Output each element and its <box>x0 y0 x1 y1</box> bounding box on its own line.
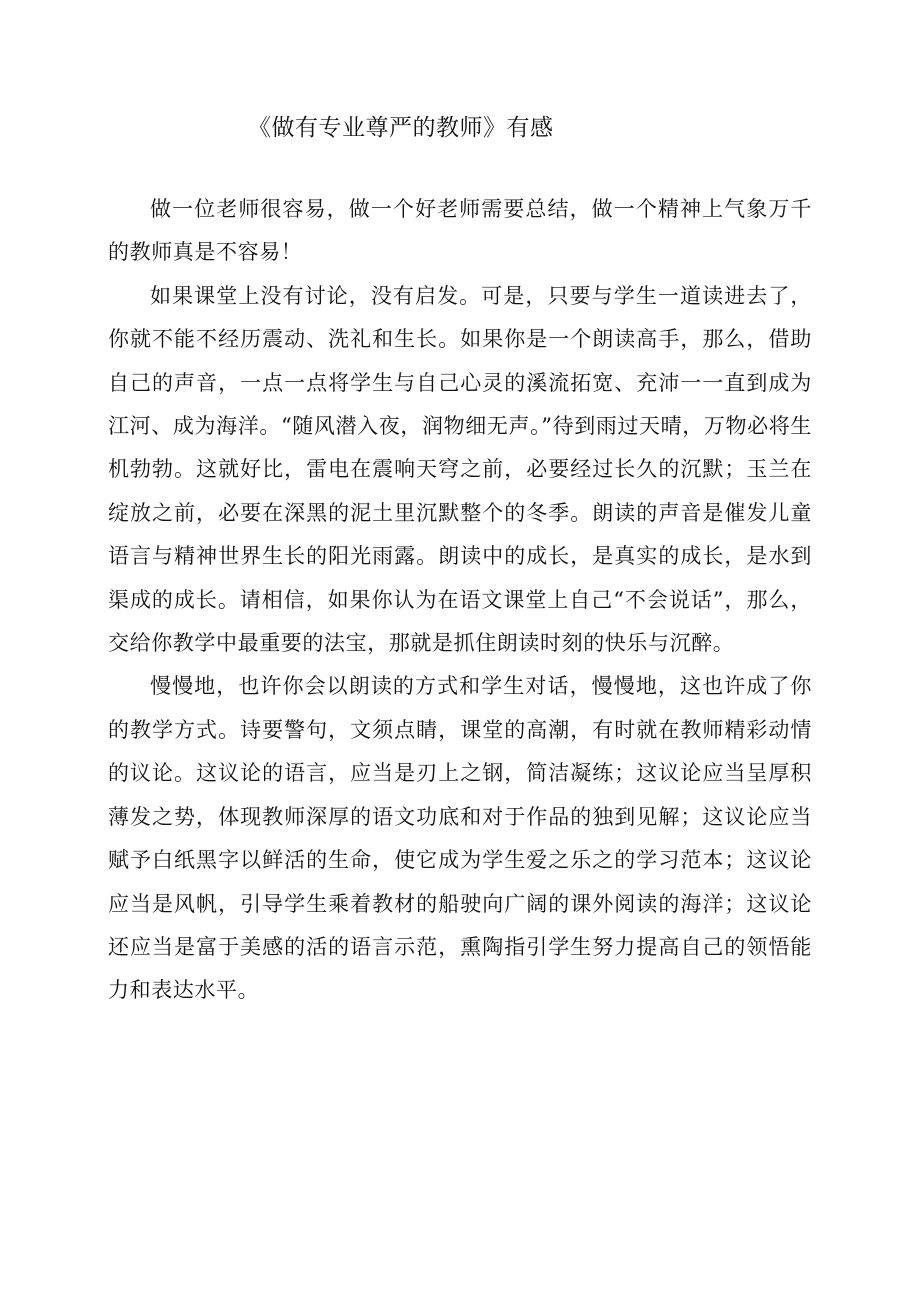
document-body <box>108 188 812 1013</box>
paragraph-1: 做一位老师很容易，做一个好老师需要总结，做一个精神上气象万千的教师真是不容易！ <box>108 197 812 265</box>
paragraph-2: 如果课堂上没有讨论，没有启发。可是，只要与学生一道读进去了，你就不能不经历震动、洗礼和生长。如果你是一个朗读高手，那么，借助自己的声音，一点一点将学生与自己心灵的溪流拓宽、充沛一一直到成为江河、成为海洋。“随风潜入夜，润物细无声。”待到雨过天晴，万物必将生机勃勃。这就好比，雷电在震响天穹之前，必要经过长久的沉默；玉兰在绽放之前，必要在深黑的泥土里沉默整个的冬季。朗读的声音是催发儿童语言与精神世界生长的阳光雨露。朗读中的成长，是真实的成长，是水到渠成的成长。请相信，如果你认为在语文课堂上自己“不会说话”，那么，交给你教学中最重要的法宝，那就是抓住朗读时刻的快乐与沉醉。 <box>108 283 812 656</box>
document-title: 《做有专业尊严的教师》有感 <box>248 115 554 141</box>
paragraph-3: 慢慢地，也许你会以朗读的方式和学生对话，慢慢地，这也许成了你的教学方式。诗要警句，文须点睛，课堂的高潮，有时就在教师精彩动情的议论。这议论的语言，应当是刃上之钢，简洁凝练；这议论应当呈厚积薄发之势，体现教师深厚的语文功底和对于作品的独到见解；这议论应当赋予白纸黑字以鲜活的生命，使它成为学生爱之乐之的学习范本；这议论应当是风帆，引导学生乘着教材的船驶向广阔的课外阅读的海洋；这议论还应当是富于美感的活的语言示范，熏陶指引学生努力提高自己的领悟能力和表达水平。 <box>108 674 812 1003</box>
